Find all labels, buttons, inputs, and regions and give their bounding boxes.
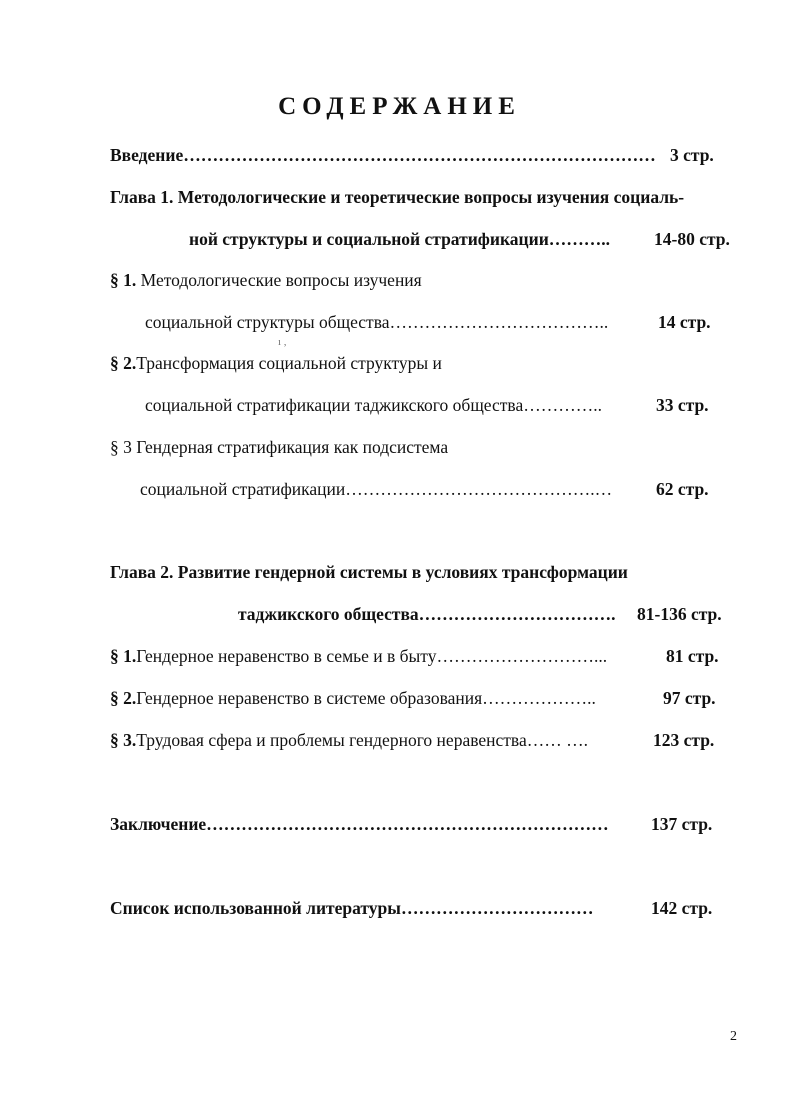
toc-section-1-3-line-1: § 3 Гендерная стратификация как подсистема [110, 437, 449, 457]
section-title: Трудовая сфера и проблемы гендерного неравенства…… …. [136, 730, 588, 750]
page-ref-section-2-3: 123 стр. [653, 730, 715, 750]
section-mark: § 1. [110, 270, 137, 290]
toc-section-2-3 [110, 732, 588, 750]
toc-chapter-1-line-2: ной структуры и социальной стратификации……….. [189, 229, 611, 249]
page-ref-section-1-2: 33 стр. [656, 395, 709, 415]
page-number: 2 [730, 1029, 737, 1044]
entry-label: Введение [110, 145, 184, 165]
section-title: Гендерное неравенство в системе образования……………….. [136, 688, 596, 708]
page-title: СОДЕРЖАНИЕ [278, 93, 521, 120]
toc-section-1-2-line-1 [110, 355, 442, 373]
section-title: Гендерное неравенство в семье и в быту………………………... [136, 646, 608, 666]
toc-chapter-2-line-1: Глава 2. Развитие гендерной системы в условиях трансформации [110, 562, 628, 582]
section-title: Методологические вопросы изучения [140, 270, 422, 290]
page-ref-section-1-3: 62 стр. [656, 479, 709, 499]
page-ref-chapter-1: 14-80 стр. [654, 229, 730, 249]
section-mark: § 2. [110, 353, 137, 373]
toc-section-1-2-line-2: социальной стратификации таджикского общества………….. [145, 395, 602, 415]
toc-section-1-1-line-2: социальной структуры общества……………………………….. [145, 312, 609, 332]
page-ref-section-1-1: 14 стр. [658, 312, 711, 332]
toc-entry-introduction [110, 147, 656, 165]
page-ref-chapter-2: 81-136 стр. [637, 604, 722, 624]
section-mark: § 1. [110, 646, 137, 666]
section-mark: § 3. [110, 730, 137, 750]
section-title: Трансформация социальной структуры и [136, 353, 442, 373]
toc-section-1-3-line-2: социальной стратификации…………………………………….… [140, 479, 613, 499]
toc-entry-bibliography [110, 900, 593, 918]
entry-dots: ……………………………………………………………………… [183, 145, 656, 165]
entry-dots: …………………………… [400, 898, 594, 918]
page-ref-introduction: 3 стр. [670, 145, 714, 165]
toc-section-2-2 [110, 690, 596, 708]
entry-label: Список использованной литературы [110, 898, 401, 918]
toc-section-2-1 [110, 648, 607, 666]
page-ref-section-2-2: 97 стр. [663, 688, 716, 708]
toc-chapter-1-line-1: Глава 1. Методологические и теоретические вопросы изучения социаль- [110, 187, 685, 207]
entry-dots: …………………………………………………………… [206, 814, 609, 834]
entry-label: Заключение [110, 814, 207, 834]
toc-section-1-1-line-1 [110, 272, 422, 290]
section-mark: § 2. [110, 688, 137, 708]
toc-chapter-2-line-2: таджикского общества……………………………. [238, 604, 616, 624]
page-ref-bibliography: 142 стр. [651, 898, 713, 918]
scan-artifact: ı , [278, 336, 287, 348]
page-ref-section-2-1: 81 стр. [666, 646, 719, 666]
toc-entry-conclusion [110, 816, 609, 834]
page-ref-conclusion: 137 стр. [651, 814, 713, 834]
